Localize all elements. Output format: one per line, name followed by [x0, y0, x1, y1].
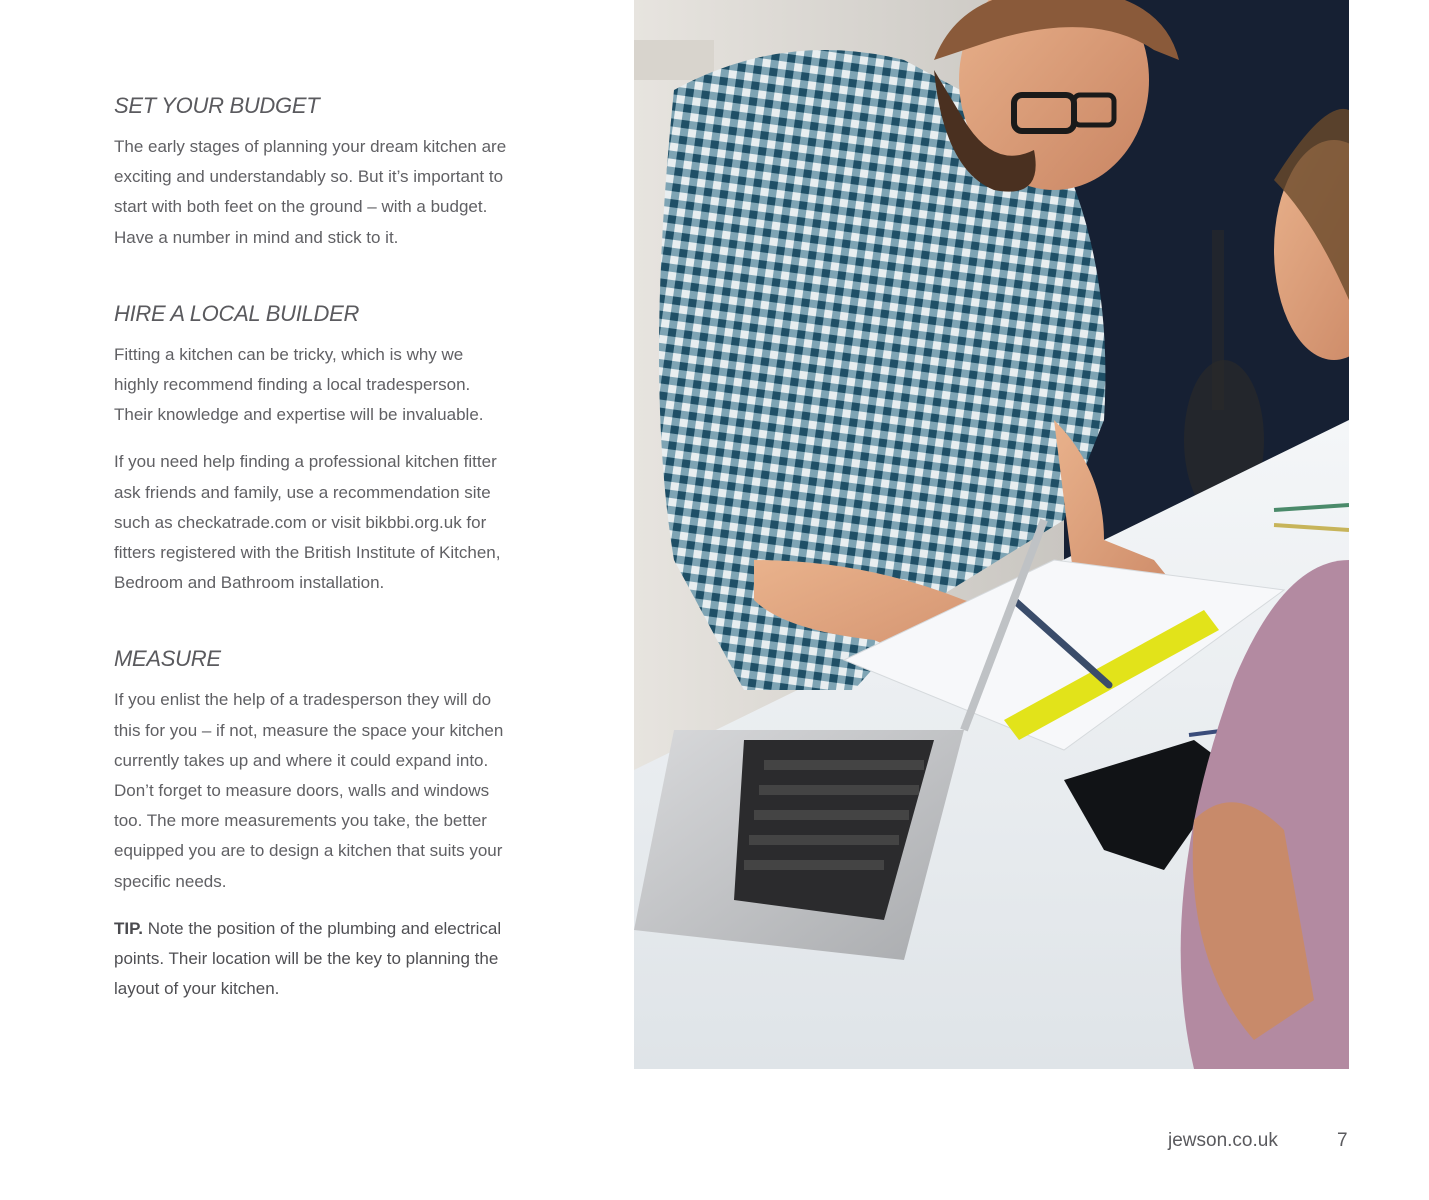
section-hire-builder	[114, 298, 554, 599]
section-heading: MEASURE	[114, 646, 221, 672]
page-number: 7	[1337, 1130, 1348, 1151]
section-heading: SET YOUR BUDGET	[114, 93, 320, 118]
section-measure	[114, 643, 554, 1004]
section-paragraph: Fitting a kitchen can be tricky, which is why we highly recommend finding a local tradesperson. Their knowledge and expertise will be invaluable.	[114, 344, 484, 425]
section-heading: HIRE A LOCAL BUILDER	[114, 300, 360, 326]
kitchen-planning-photo	[634, 0, 1349, 1069]
section-paragraph: If you enlist the help of a tradesperson they will do this for you – if not, measure the space your kitchen currently takes up and where it could expand into. Don’t forget to measure doors, walls and windows too. The more measurements you take, the better equipped you are to design a kitchen that suits your specific needs.	[114, 690, 504, 891]
tip-label: TIP.	[114, 918, 143, 938]
text-column	[114, 90, 554, 1004]
section-paragraph: If you need help finding a professional kitchen fitter ask friends and family, use a recommendation site such as checkatrade.com or visit bikbbi.org.uk for fitters registered with the British Institute of Kitchen, Bedroom and Bathroom installation.	[114, 452, 501, 593]
section-paragraph: The early stages of planning your dream kitchen are exciting and understandably so. But it’s important to start with both feet on the ground – with a budget. Have a number in mind and stick to it.	[114, 137, 507, 247]
tip-block	[114, 914, 539, 1005]
tip-text: Note the position of the plumbing and electrical points. Their location will be the key to planning the layout of your kitchen.	[114, 918, 502, 999]
footer-url: jewson.co.uk	[1168, 1130, 1278, 1151]
section-set-budget	[114, 90, 554, 253]
